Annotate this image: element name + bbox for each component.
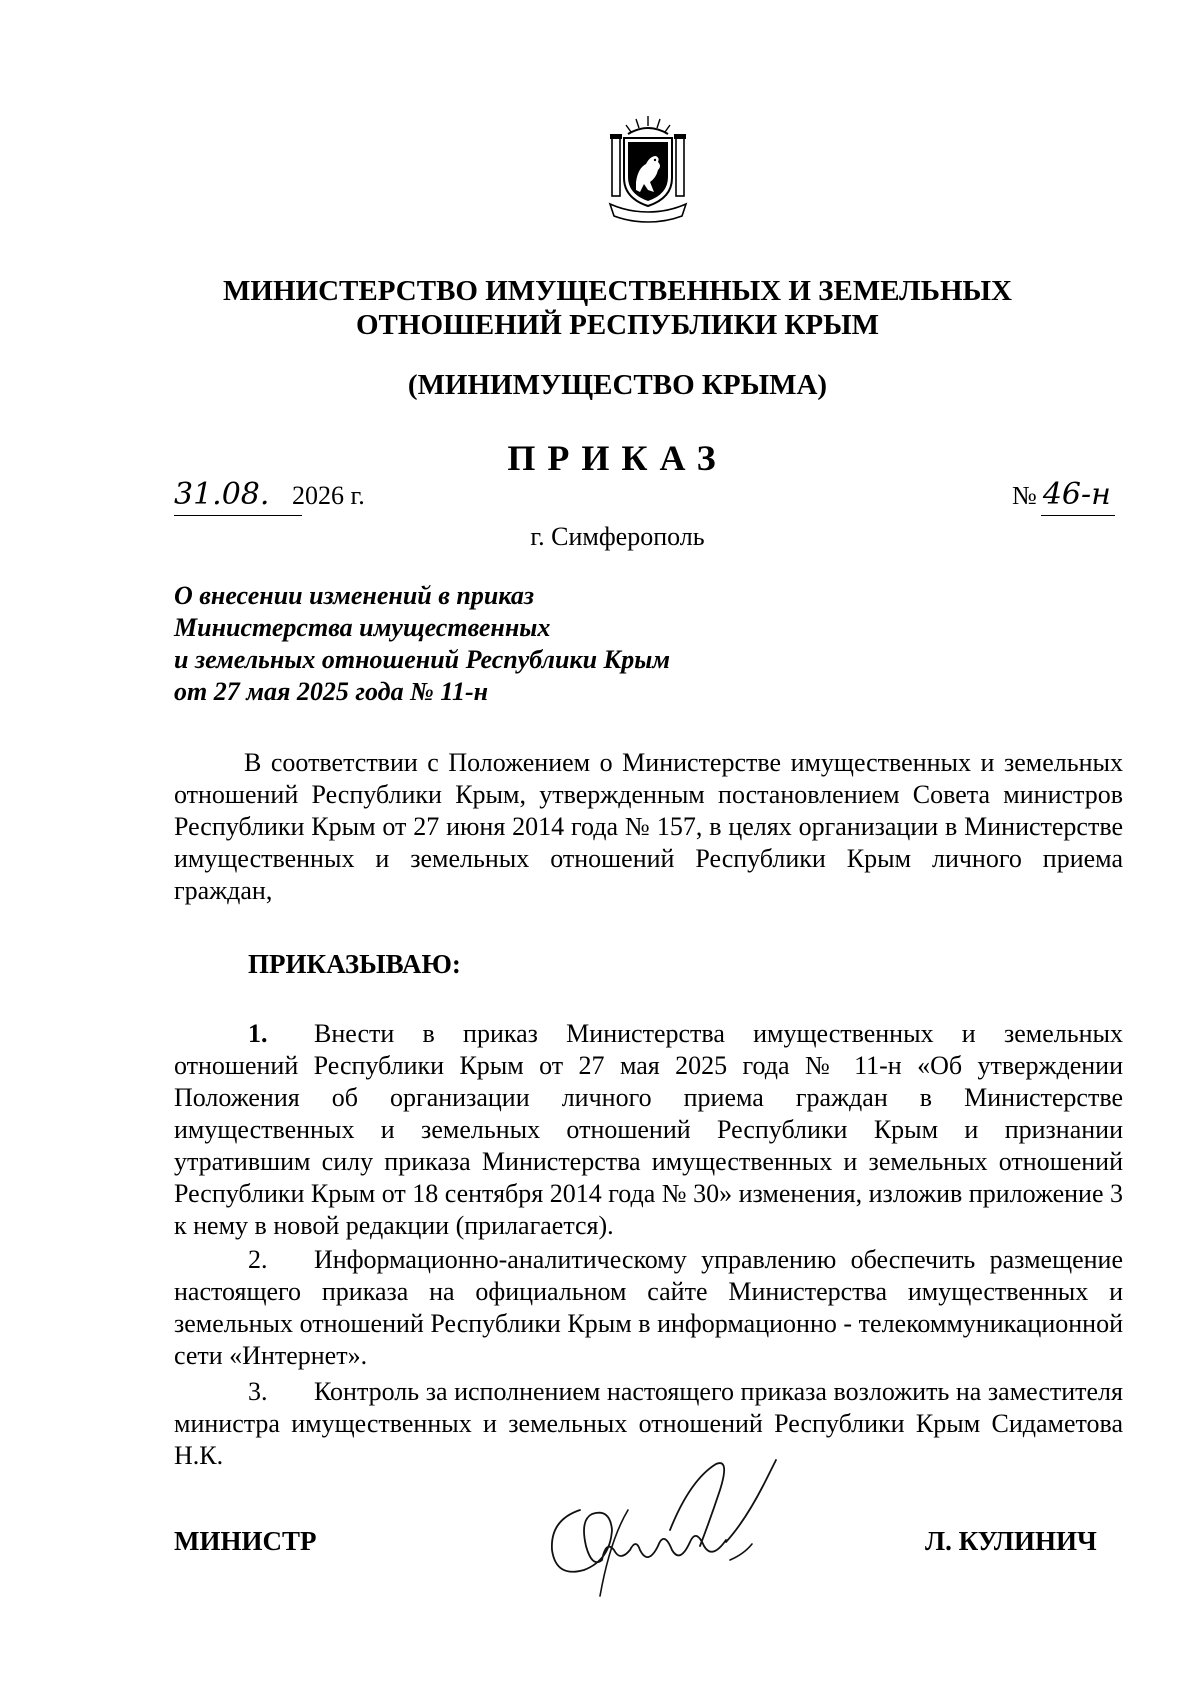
- item-text: Контроль за исполнением настоящего приказа возложить на заместителя министра имущественных и земельных отношений Республики Крым Сидаметова Н.К.: [174, 1377, 1123, 1470]
- document-year: 2026 г.: [292, 481, 365, 510]
- handwritten-number: 46-н: [1043, 480, 1115, 510]
- subject-line1: О внесении изменений в приказ: [174, 581, 534, 610]
- subject-line3: и земельных отношений Республики Крым: [174, 645, 671, 674]
- handwritten-date: 31.08.: [174, 480, 292, 510]
- ministry-short-name: (МИНИМУЩЕСТВО КРЫМА): [407, 369, 828, 401]
- handwritten-signature: [540, 1450, 820, 1600]
- document-type: ПРИКАЗ: [507, 438, 728, 478]
- item-number: 3.: [248, 1377, 268, 1406]
- ministry-title-line1: МИНИСТЕРСТВО ИМУЩЕСТВЕННЫХ И ЗЕМЕЛЬНЫХ: [223, 275, 1012, 307]
- item-number: 2.: [248, 1245, 268, 1274]
- order-item: [174, 1244, 1123, 1372]
- order-word: ПРИКАЗЫВАЮ:: [248, 949, 461, 979]
- document-subject: [174, 580, 670, 708]
- item-text: Информационно-аналитическому управлению обеспечить размещение настоящего приказа на официальном сайте Министерства имущественных и земельных отношений Республики Крым в информационно - телекоммуникационной сети «Интернет».: [174, 1245, 1123, 1370]
- ministry-title-line2: ОТНОШЕНИЙ РЕСПУБЛИКИ КРЫМ: [355, 309, 879, 341]
- intro-paragraph: В соответствии с Положением о Министерстве имущественных и земельных отношений Республики Крым, утвержденным постановлением Совета министров Республики Крым от 27 июня 2014 года № 157, в целях организации в Министерстве имущественных и земельных отношений Республики Крым личного приема граждан,: [174, 748, 1123, 905]
- item-number: 1.: [248, 1019, 268, 1048]
- ministry-title: [150, 274, 1085, 342]
- signatory-title: МИНИСТР: [174, 1526, 317, 1556]
- document-city: г. Симферополь: [530, 522, 705, 551]
- order-item: [174, 1018, 1123, 1242]
- number-label: №: [1012, 481, 1037, 510]
- document-number: [1012, 477, 1115, 512]
- coat-of-arms-emblem: [606, 112, 690, 224]
- document-date: [174, 477, 365, 512]
- subject-line4: от 27 мая 2025 года № 11-н: [174, 677, 489, 706]
- signatory-name: Л. КУЛИНИЧ: [925, 1526, 1097, 1556]
- item-text: Внести в приказ Министерства имущественных и земельных отношений Республики Крым от 27 мая 2025 года № 11-н «Об утверждении Положения об организации личного приема граждан в Министерстве имущественных и земельных отношений Республики Крым и признании утратившим силу приказа Министерства имущественных и земельных отношений Республики Крым от 18 сентября 2014 года № 30» изменения, изложив приложение 3 к нему в новой редакции (прилагается).: [174, 1019, 1123, 1240]
- subject-line2: Министерства имущественных: [174, 613, 551, 642]
